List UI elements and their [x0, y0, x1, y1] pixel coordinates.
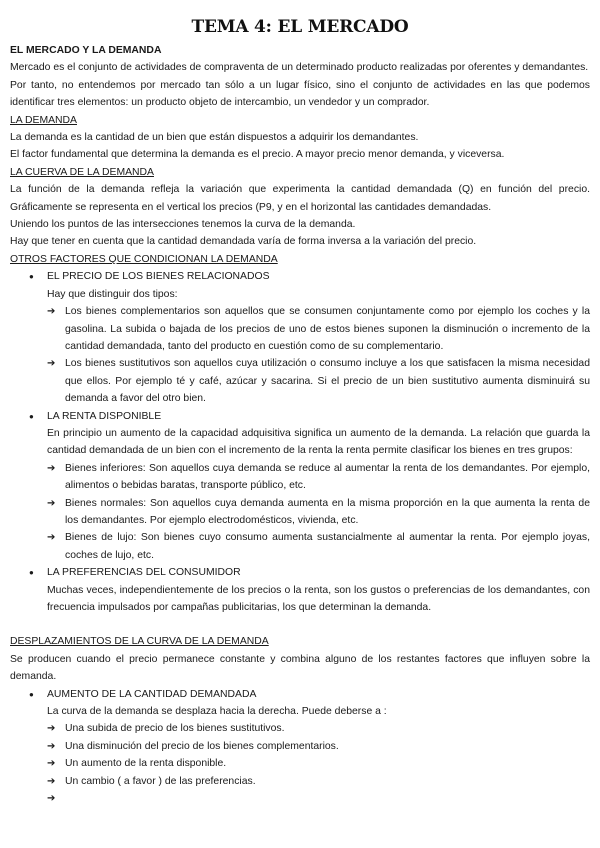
paragraph: La curva de la demanda se desplaza hacia la derecha. Puede deberse a :: [47, 706, 387, 718]
sub-list-item: [47, 790, 590, 807]
sub-list-text: Una disminución del precio de los bienes complementarios.: [65, 740, 339, 752]
bullet-icon: ●: [29, 689, 34, 699]
sub-list: [10, 720, 590, 807]
paragraph: Mercado es el conjunto de actividades de compraventa de un determinado producto realizadas por oferentes y demandantes.: [10, 62, 589, 74]
sub-list-text: Bienes normales: Son aquellos cuya demanda aumenta en la misma proporción en la que aumenta la renta de los demandantes. Por ejemplo electrodomésticos, vivienda, etc.: [65, 497, 590, 526]
spacer: [10, 616, 590, 633]
factors-list: [10, 268, 590, 285]
paragraph: Hay que distinguir dos tipos:: [47, 288, 178, 300]
arrow-icon: ➔: [47, 462, 56, 474]
section-heading-mercado: EL MERCADO Y LA DEMANDA: [10, 45, 162, 56]
paragraph: Se producen cuando el precio permanece constante y combina alguno de los restantes factores que influyen sobre la demanda.: [10, 653, 590, 683]
arrow-icon: ➔: [47, 306, 56, 318]
paragraph: Hay que tener en cuenta que la cantidad demandada varía de forma inversa a la variación del precio.: [10, 236, 477, 248]
sub-list-item: [47, 303, 590, 355]
shift-list: [10, 686, 590, 703]
sub-list: [10, 460, 590, 564]
section-heading-otros-factores: OTROS FACTORES QUE CONDICIONAN LA DEMANDA: [10, 253, 278, 265]
list-item-label: AUMENTO DE LA CANTIDAD DEMANDADA: [47, 688, 257, 700]
list-item: [27, 268, 590, 285]
section-heading-demanda: LA DEMANDA: [10, 114, 77, 126]
arrow-icon: ➔: [47, 532, 56, 544]
factors-list: [10, 408, 590, 425]
paragraph: La función de la demanda refleja la variación que experimenta la cantidad demandada (Q) en función del precio. Gráficamente se representa en el vertical los precios (P9, y en el horizontal las cantidades demandadas.: [10, 184, 590, 213]
sub-list: [10, 303, 590, 407]
page-title: TEMA 4: EL MERCADO: [191, 17, 409, 37]
factors-list: [10, 564, 590, 581]
arrow-icon: ➔: [47, 723, 56, 735]
sub-list-text: Bienes inferiores: Son aquellos cuya demanda se reduce al aumentar la renta de los demandantes. Por ejemplo, alimentos o bebidas baratas, transporte público, etc.: [65, 462, 590, 492]
bullet-icon: ●: [29, 568, 34, 578]
sub-list-item: [47, 529, 590, 564]
list-item: [27, 408, 590, 425]
arrow-icon: ➔: [47, 740, 56, 752]
sub-list-text: Un aumento de la renta disponible.: [65, 758, 227, 770]
list-item: [27, 686, 590, 703]
section-heading-desplazamientos: DESPLAZAMIENTOS DE LA CURVA DE LA DEMANDA: [10, 636, 269, 648]
paragraph: En principio un aumento de la capacidad adquisitiva significa un aumento de la demanda. La relación que guarda la cantidad demandada de un bien con el incremento de la renta la renta permite clasificar los bienes en tres grupos:: [47, 427, 590, 457]
sub-list-item: [47, 738, 590, 755]
paragraph: Por tanto, no entendemos por mercado tan sólo a un lugar físico, sino el conjunto de actividades en las que podemos identificar tres elementos: un producto objeto de intercambio, un vendedor y un comprador.: [10, 79, 590, 109]
arrow-icon: ➔: [47, 775, 56, 787]
arrow-icon: ➔: [47, 497, 56, 509]
paragraph: El factor fundamental que determina la demanda es el precio. A mayor precio menor demanda, y viceversa.: [10, 149, 505, 161]
sub-list-item: [47, 460, 590, 495]
paragraph: La demanda es la cantidad de un bien que están dispuestos a adquirir los demandantes.: [10, 132, 419, 144]
sub-list-item: [47, 355, 590, 407]
sub-list-text: Un cambio ( a favor ) de las preferencias.: [65, 775, 256, 787]
sub-list-item: [47, 755, 590, 772]
bullet-icon: ●: [29, 272, 34, 282]
sub-list-text: Una subida de precio de los bienes sustitutivos.: [65, 723, 285, 735]
sub-list-item: [47, 495, 590, 530]
list-item-label: LA PREFERENCIAS DEL CONSUMIDOR: [47, 567, 241, 579]
list-item-label: LA RENTA DISPONIBLE: [47, 410, 162, 422]
arrow-icon: ➔: [47, 793, 56, 805]
list-item-label: EL PRECIO DE LOS BIENES RELACIONADOS: [47, 271, 270, 283]
paragraph: Uniendo los puntos de las intersecciones tenemos la curva de la demanda.: [10, 219, 356, 231]
sub-list-text: Los bienes sustitutivos son aquellos cuya utilización o consumo incluye a los que satisfacen la misma necesidad que ellos. Por ejemplo té y café, azúcar y sacarina. Si el precio de un bien sustitutivo aumenta disminuirá su demanda a favor del otro bien.: [65, 358, 590, 405]
section-heading-curva: LA CUERVA DE LA DEMANDA: [10, 166, 154, 178]
sub-list-text: Los bienes complementarios son aquellos que se consumen conjuntamente como por ejemplo los coches y la gasolina. La subida o bajada de los precios de uno de estos bienes suponen la disminución o incremento de la cantidad demandada, tanto del producto en cuestión como de su complementario.: [65, 306, 590, 352]
paragraph: Muchas veces, independientemente de los precios o la renta, son los gustos o preferencias de los demandantes, con frecuencia impulsados por campañas publicitarias, los que determinan la demanda.: [47, 584, 590, 613]
sub-list-item: [47, 773, 590, 790]
sub-list-text: Bienes de lujo: Son bienes cuyo consumo aumenta sustancialmente al aumentar la renta. Por ejemplo joyas, coches de lujo, etc.: [65, 532, 590, 561]
list-item: [27, 564, 590, 581]
bullet-icon: ●: [29, 411, 34, 421]
sub-list-item: [47, 720, 590, 737]
arrow-icon: ➔: [47, 358, 56, 370]
arrow-icon: ➔: [47, 758, 56, 770]
